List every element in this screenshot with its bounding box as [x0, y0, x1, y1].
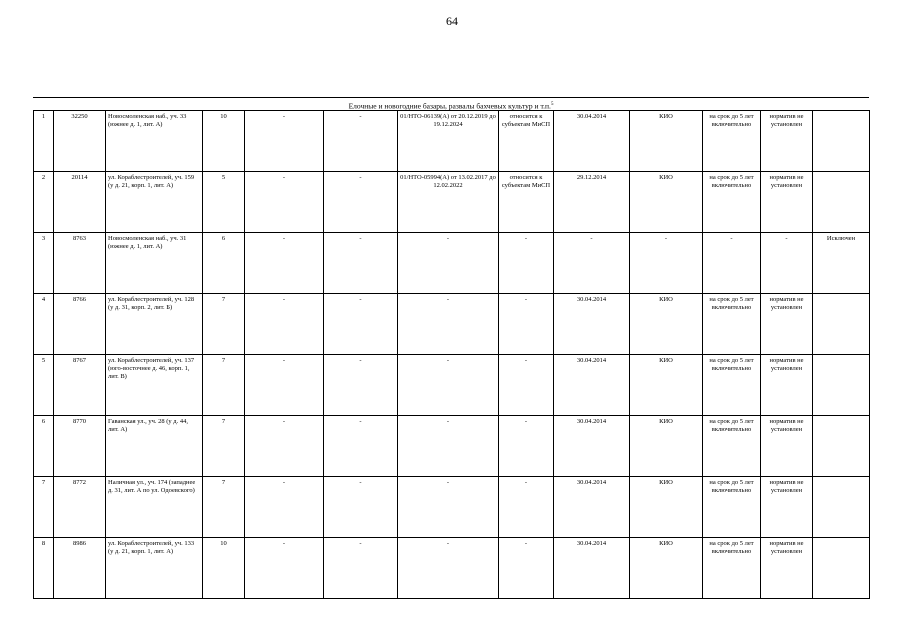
cell-contract: - — [398, 233, 499, 294]
cell-col-5: - — [245, 233, 324, 294]
cell-date: - — [554, 233, 630, 294]
cell-smb-status: - — [499, 355, 554, 416]
cell-smb-status: - — [499, 538, 554, 599]
cell-contract: 01/НТО-06139(А) от 20.12.2019 до 19.12.2024 — [398, 111, 499, 172]
cell-note — [813, 355, 870, 416]
cell-col-5: - — [245, 111, 324, 172]
cell-quantity: 7 — [203, 294, 245, 355]
cell-row-number: 8 — [34, 538, 54, 599]
cell-col-6: - — [324, 172, 398, 233]
cell-place-id: 32250 — [54, 111, 106, 172]
cell-place-id: 8767 — [54, 355, 106, 416]
cell-term: на срок до 5 лет включительно — [703, 172, 761, 233]
cell-col-5: - — [245, 416, 324, 477]
table-row — [34, 477, 870, 538]
cell-col-5: - — [245, 538, 324, 599]
cell-date: 30.04.2014 — [554, 111, 630, 172]
cell-authority: КИО — [630, 294, 703, 355]
cell-row-number: 1 — [34, 111, 54, 172]
cell-place-id: 8763 — [54, 233, 106, 294]
cell-smb-status: - — [499, 416, 554, 477]
table-row — [34, 355, 870, 416]
cell-quantity: 10 — [203, 538, 245, 599]
cell-note — [813, 538, 870, 599]
cell-col-5: - — [245, 355, 324, 416]
cell-col-5: - — [245, 172, 324, 233]
cell-note: Исключен — [813, 233, 870, 294]
table-row — [34, 294, 870, 355]
footnote-mark: 5 — [550, 102, 554, 107]
cell-contract: - — [398, 355, 499, 416]
cell-standard: норматив не установлен — [761, 355, 813, 416]
cell-authority: - — [630, 233, 703, 294]
cell-standard: норматив не установлен — [761, 111, 813, 172]
cell-place-id: 20114 — [54, 172, 106, 233]
cell-col-5: - — [245, 477, 324, 538]
cell-place-id: 8770 — [54, 416, 106, 477]
cell-quantity: 7 — [203, 416, 245, 477]
cell-contract: - — [398, 538, 499, 599]
cell-standard: - — [761, 233, 813, 294]
cell-term: на срок до 5 лет включительно — [703, 355, 761, 416]
cell-term: на срок до 5 лет включительно — [703, 416, 761, 477]
cell-authority: КИО — [630, 477, 703, 538]
cell-smb-status: относится к субъектам МиСП — [499, 111, 554, 172]
cell-quantity: 5 — [203, 172, 245, 233]
cell-address: ул. Кораблестроителей, уч. 133 (у д. 21, корп. 1, лит. А) — [106, 538, 203, 599]
cell-row-number: 7 — [34, 477, 54, 538]
cell-address: ул. Кораблестроителей, уч. 159 (у д. 21, корп. 1, лит. А) — [106, 172, 203, 233]
cell-contract: - — [398, 416, 499, 477]
table-row — [34, 538, 870, 599]
cell-row-number: 6 — [34, 416, 54, 477]
table-row — [34, 233, 870, 294]
cell-smb-status: - — [499, 477, 554, 538]
table-row — [34, 172, 870, 233]
cell-place-id: 8766 — [54, 294, 106, 355]
cell-col-6: - — [324, 111, 398, 172]
cell-quantity: 10 — [203, 111, 245, 172]
cell-place-id: 8772 — [54, 477, 106, 538]
table-row — [34, 416, 870, 477]
section-title: Елочные и новогодние базары, развалы бахчевых культур и т.п.$^5$ — [348, 101, 554, 111]
cell-standard: норматив не установлен — [761, 172, 813, 233]
cell-address: Наличная ул., уч. 174 (западнее д. 31, лит. А по ул. Одоевского) — [106, 477, 203, 538]
cell-address: Новосмоленская наб., уч. 31 (южнее д. 1, лит. А) — [106, 233, 203, 294]
cell-quantity: 7 — [203, 477, 245, 538]
cell-col-6: - — [324, 538, 398, 599]
cell-authority: КИО — [630, 111, 703, 172]
cell-term: на срок до 5 лет включительно — [703, 111, 761, 172]
cell-col-6: - — [324, 294, 398, 355]
cell-col-6: - — [324, 477, 398, 538]
cell-row-number: 2 — [34, 172, 54, 233]
header-rule — [33, 97, 869, 98]
cell-contract: - — [398, 294, 499, 355]
cell-date: 30.04.2014 — [554, 294, 630, 355]
cell-term: - — [703, 233, 761, 294]
cell-col-5: - — [245, 294, 324, 355]
cell-smb-status: относится к субъектам МиСП — [499, 172, 554, 233]
cell-authority: КИО — [630, 416, 703, 477]
cell-term: на срок до 5 лет включительно — [703, 477, 761, 538]
cell-standard: норматив не установлен — [761, 416, 813, 477]
cell-col-6: - — [324, 416, 398, 477]
cell-address: ул. Кораблестроителей, уч. 128 (у д. 31, корп. 2, лит. Б) — [106, 294, 203, 355]
cell-date: 29.12.2014 — [554, 172, 630, 233]
cell-address: ул. Кораблестроителей, уч. 137 (юго-восточнее д. 46, корп. 1, лит. В) — [106, 355, 203, 416]
cell-row-number: 5 — [34, 355, 54, 416]
cell-col-6: - — [324, 233, 398, 294]
cell-contract: 01/НТО-05994(А) от 13.02.2017 до 12.02.2022 — [398, 172, 499, 233]
cell-contract: - — [398, 477, 499, 538]
registry-table — [33, 110, 870, 599]
cell-address: Новосмоленская наб., уч. 33 (южнее д. 1, лит. А) — [106, 111, 203, 172]
cell-col-6: - — [324, 355, 398, 416]
cell-smb-status: - — [499, 294, 554, 355]
cell-row-number: 3 — [34, 233, 54, 294]
page-number: 64 — [446, 14, 458, 28]
cell-standard: норматив не установлен — [761, 538, 813, 599]
cell-note — [813, 172, 870, 233]
cell-date: 30.04.2014 — [554, 355, 630, 416]
cell-note — [813, 416, 870, 477]
cell-date: 30.04.2014 — [554, 416, 630, 477]
cell-term: на срок до 5 лет включительно — [703, 294, 761, 355]
cell-date: 30.04.2014 — [554, 538, 630, 599]
cell-smb-status: - — [499, 233, 554, 294]
cell-note — [813, 294, 870, 355]
cell-note — [813, 111, 870, 172]
cell-address: Гаванская ул., уч. 28 (у д. 44, лит. А) — [106, 416, 203, 477]
cell-quantity: 7 — [203, 355, 245, 416]
cell-standard: норматив не установлен — [761, 477, 813, 538]
cell-quantity: 6 — [203, 233, 245, 294]
cell-date: 30.04.2014 — [554, 477, 630, 538]
cell-authority: КИО — [630, 538, 703, 599]
cell-standard: норматив не установлен — [761, 294, 813, 355]
table-row — [34, 111, 870, 172]
cell-authority: КИО — [630, 172, 703, 233]
cell-note — [813, 477, 870, 538]
cell-place-id: 8986 — [54, 538, 106, 599]
cell-row-number: 4 — [34, 294, 54, 355]
cell-term: на срок до 5 лет включительно — [703, 538, 761, 599]
cell-authority: КИО — [630, 355, 703, 416]
